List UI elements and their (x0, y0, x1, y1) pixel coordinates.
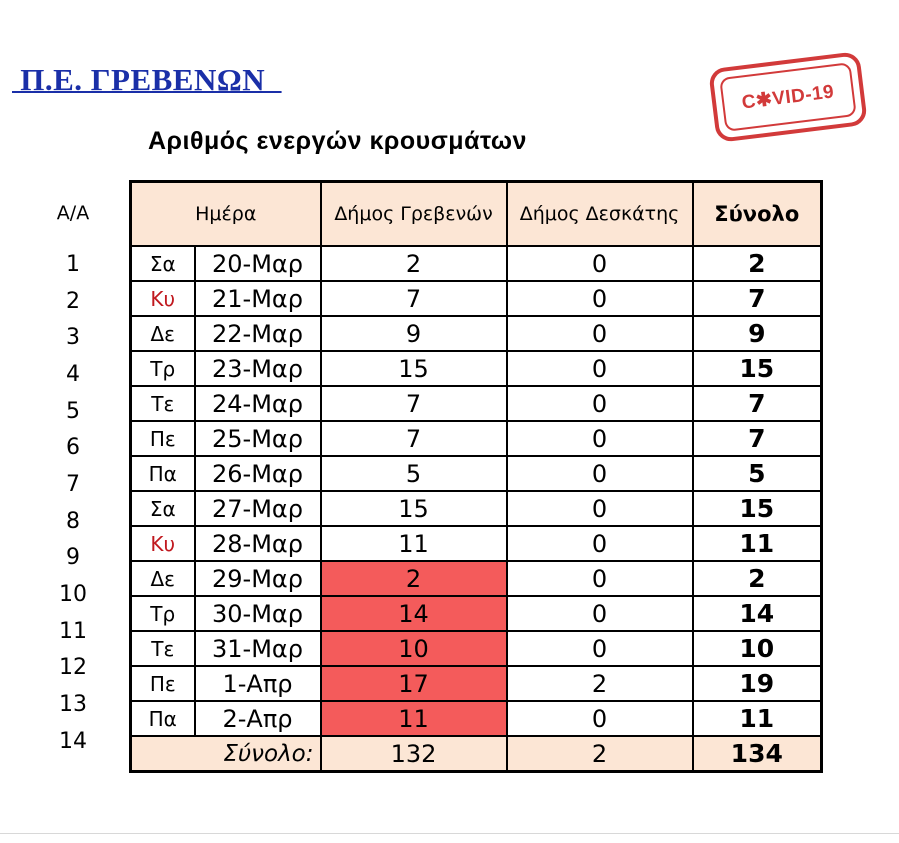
grevena-cell: 7 (321, 421, 507, 456)
grevena-header: Δήμος Γρεβενών (321, 182, 507, 247)
grevena-cell: 14 (321, 596, 507, 631)
total-cell: 15 (693, 491, 822, 526)
deskati-cell: 0 (507, 456, 693, 491)
table-row (131, 316, 822, 351)
total-cell: 7 (693, 421, 822, 456)
deskati-cell: 0 (507, 316, 693, 351)
grevena-cell: 9 (321, 316, 507, 351)
date-cell: 27-Μαρ (195, 491, 321, 526)
table-row (131, 596, 822, 631)
table-row (131, 666, 822, 701)
date-cell: 31-Μαρ (195, 631, 321, 666)
grevena-cell: 5 (321, 456, 507, 491)
deskati-cell: 0 (507, 596, 693, 631)
row-number: 8 (66, 508, 80, 534)
date-cell: 29-Μαρ (195, 561, 321, 596)
deskati-cell: 0 (507, 351, 693, 386)
totals-label: Σύνολο: (131, 736, 321, 772)
table-row (131, 491, 822, 526)
day-cell: Τε (131, 631, 195, 666)
row-number: 3 (66, 325, 80, 351)
total-cell: 11 (693, 701, 822, 736)
total-cell: 2 (693, 561, 822, 596)
grevena-cell: 17 (321, 666, 507, 701)
day-cell: Πα (131, 701, 195, 736)
deskati-cell: 0 (507, 491, 693, 526)
date-cell: 1-Απρ (195, 666, 321, 701)
deskati-cell: 0 (507, 281, 693, 316)
day-cell: Πε (131, 666, 195, 701)
table-row (131, 631, 822, 666)
table-row (131, 526, 822, 561)
day-cell: Τρ (131, 596, 195, 631)
date-cell: 2-Απρ (195, 701, 321, 736)
date-cell: 28-Μαρ (195, 526, 321, 561)
row-number: 7 (66, 471, 80, 497)
total-cell: 19 (693, 666, 822, 701)
row-number-header: Α/Α (56, 202, 90, 224)
grevena-cell: 7 (321, 386, 507, 421)
date-cell: 23-Μαρ (195, 351, 321, 386)
total-cell: 10 (693, 631, 822, 666)
table-row (131, 561, 822, 596)
day-cell: Σα (131, 246, 195, 281)
deskati-cell: 0 (507, 631, 693, 666)
date-cell: 20-Μαρ (195, 246, 321, 281)
date-cell: 22-Μαρ (195, 316, 321, 351)
total-header: Σύνολο (693, 182, 822, 247)
grevena-cell: 11 (321, 526, 507, 561)
grand-total: 134 (693, 736, 822, 772)
total-cell: 15 (693, 351, 822, 386)
total-cell: 5 (693, 456, 822, 491)
grevena-cell: 15 (321, 351, 507, 386)
table-row (131, 701, 822, 736)
table-row (131, 281, 822, 316)
table-row (131, 351, 822, 386)
row-number: 4 (66, 361, 80, 387)
deskati-cell: 0 (507, 246, 693, 281)
deskati-cell: 0 (507, 386, 693, 421)
day-cell: Δε (131, 561, 195, 596)
grevena-cell: 10 (321, 631, 507, 666)
grevena-cell: 15 (321, 491, 507, 526)
day-cell: Κυ (131, 526, 195, 561)
total-cell: 2 (693, 246, 822, 281)
row-number: 6 (66, 435, 80, 461)
row-number: 2 (66, 288, 80, 314)
total-cell: 11 (693, 526, 822, 561)
deskati-cell: 0 (507, 421, 693, 456)
table-row (131, 421, 822, 456)
deskati-cell: 0 (507, 526, 693, 561)
divider (0, 833, 899, 834)
row-number: 9 (66, 545, 80, 571)
day-cell: Σα (131, 491, 195, 526)
grevena-cell: 11 (321, 701, 507, 736)
total-cell: 7 (693, 386, 822, 421)
page-title: Αριθμός ενεργών κρουσμάτων (148, 127, 527, 155)
total-cell: 9 (693, 316, 822, 351)
deskati-cell: 0 (507, 701, 693, 736)
grevena-cell: 2 (321, 246, 507, 281)
row-number-column (20, 180, 126, 760)
deskati-cell: 0 (507, 561, 693, 596)
day-cell: Τε (131, 386, 195, 421)
active-cases-table (129, 180, 823, 773)
table-header-row (131, 182, 822, 247)
day-cell: Δε (131, 316, 195, 351)
totals-row (131, 736, 822, 772)
row-number: 5 (66, 398, 80, 424)
grevena-cell: 2 (321, 561, 507, 596)
row-number: 14 (59, 728, 87, 754)
row-number: 13 (59, 692, 87, 718)
day-cell: Πε (131, 421, 195, 456)
region-title: Π.Ε. ΓΡΕΒΕΝΩΝ (12, 62, 282, 97)
day-cell: Τρ (131, 351, 195, 386)
row-number: 11 (59, 618, 87, 644)
deskati-total: 2 (507, 736, 693, 772)
table-row (131, 456, 822, 491)
deskati-header: Δήμος Δεσκάτης (507, 182, 693, 247)
date-cell: 25-Μαρ (195, 421, 321, 456)
total-cell: 7 (693, 281, 822, 316)
table-row (131, 386, 822, 421)
row-number: 12 (59, 655, 87, 681)
date-cell: 21-Μαρ (195, 281, 321, 316)
day-cell: Κυ (131, 281, 195, 316)
day-header: Ημέρα (131, 182, 321, 247)
grevena-cell: 7 (321, 281, 507, 316)
stamp-text: C✱VID-19 (740, 80, 836, 114)
row-number: 10 (59, 582, 87, 608)
day-cell: Πα (131, 456, 195, 491)
covid-stamp-icon (708, 51, 868, 143)
table-row (131, 246, 822, 281)
date-cell: 26-Μαρ (195, 456, 321, 491)
row-number: 1 (66, 251, 80, 277)
date-cell: 30-Μαρ (195, 596, 321, 631)
date-cell: 24-Μαρ (195, 386, 321, 421)
deskati-cell: 2 (507, 666, 693, 701)
total-cell: 14 (693, 596, 822, 631)
grevena-total: 132 (321, 736, 507, 772)
